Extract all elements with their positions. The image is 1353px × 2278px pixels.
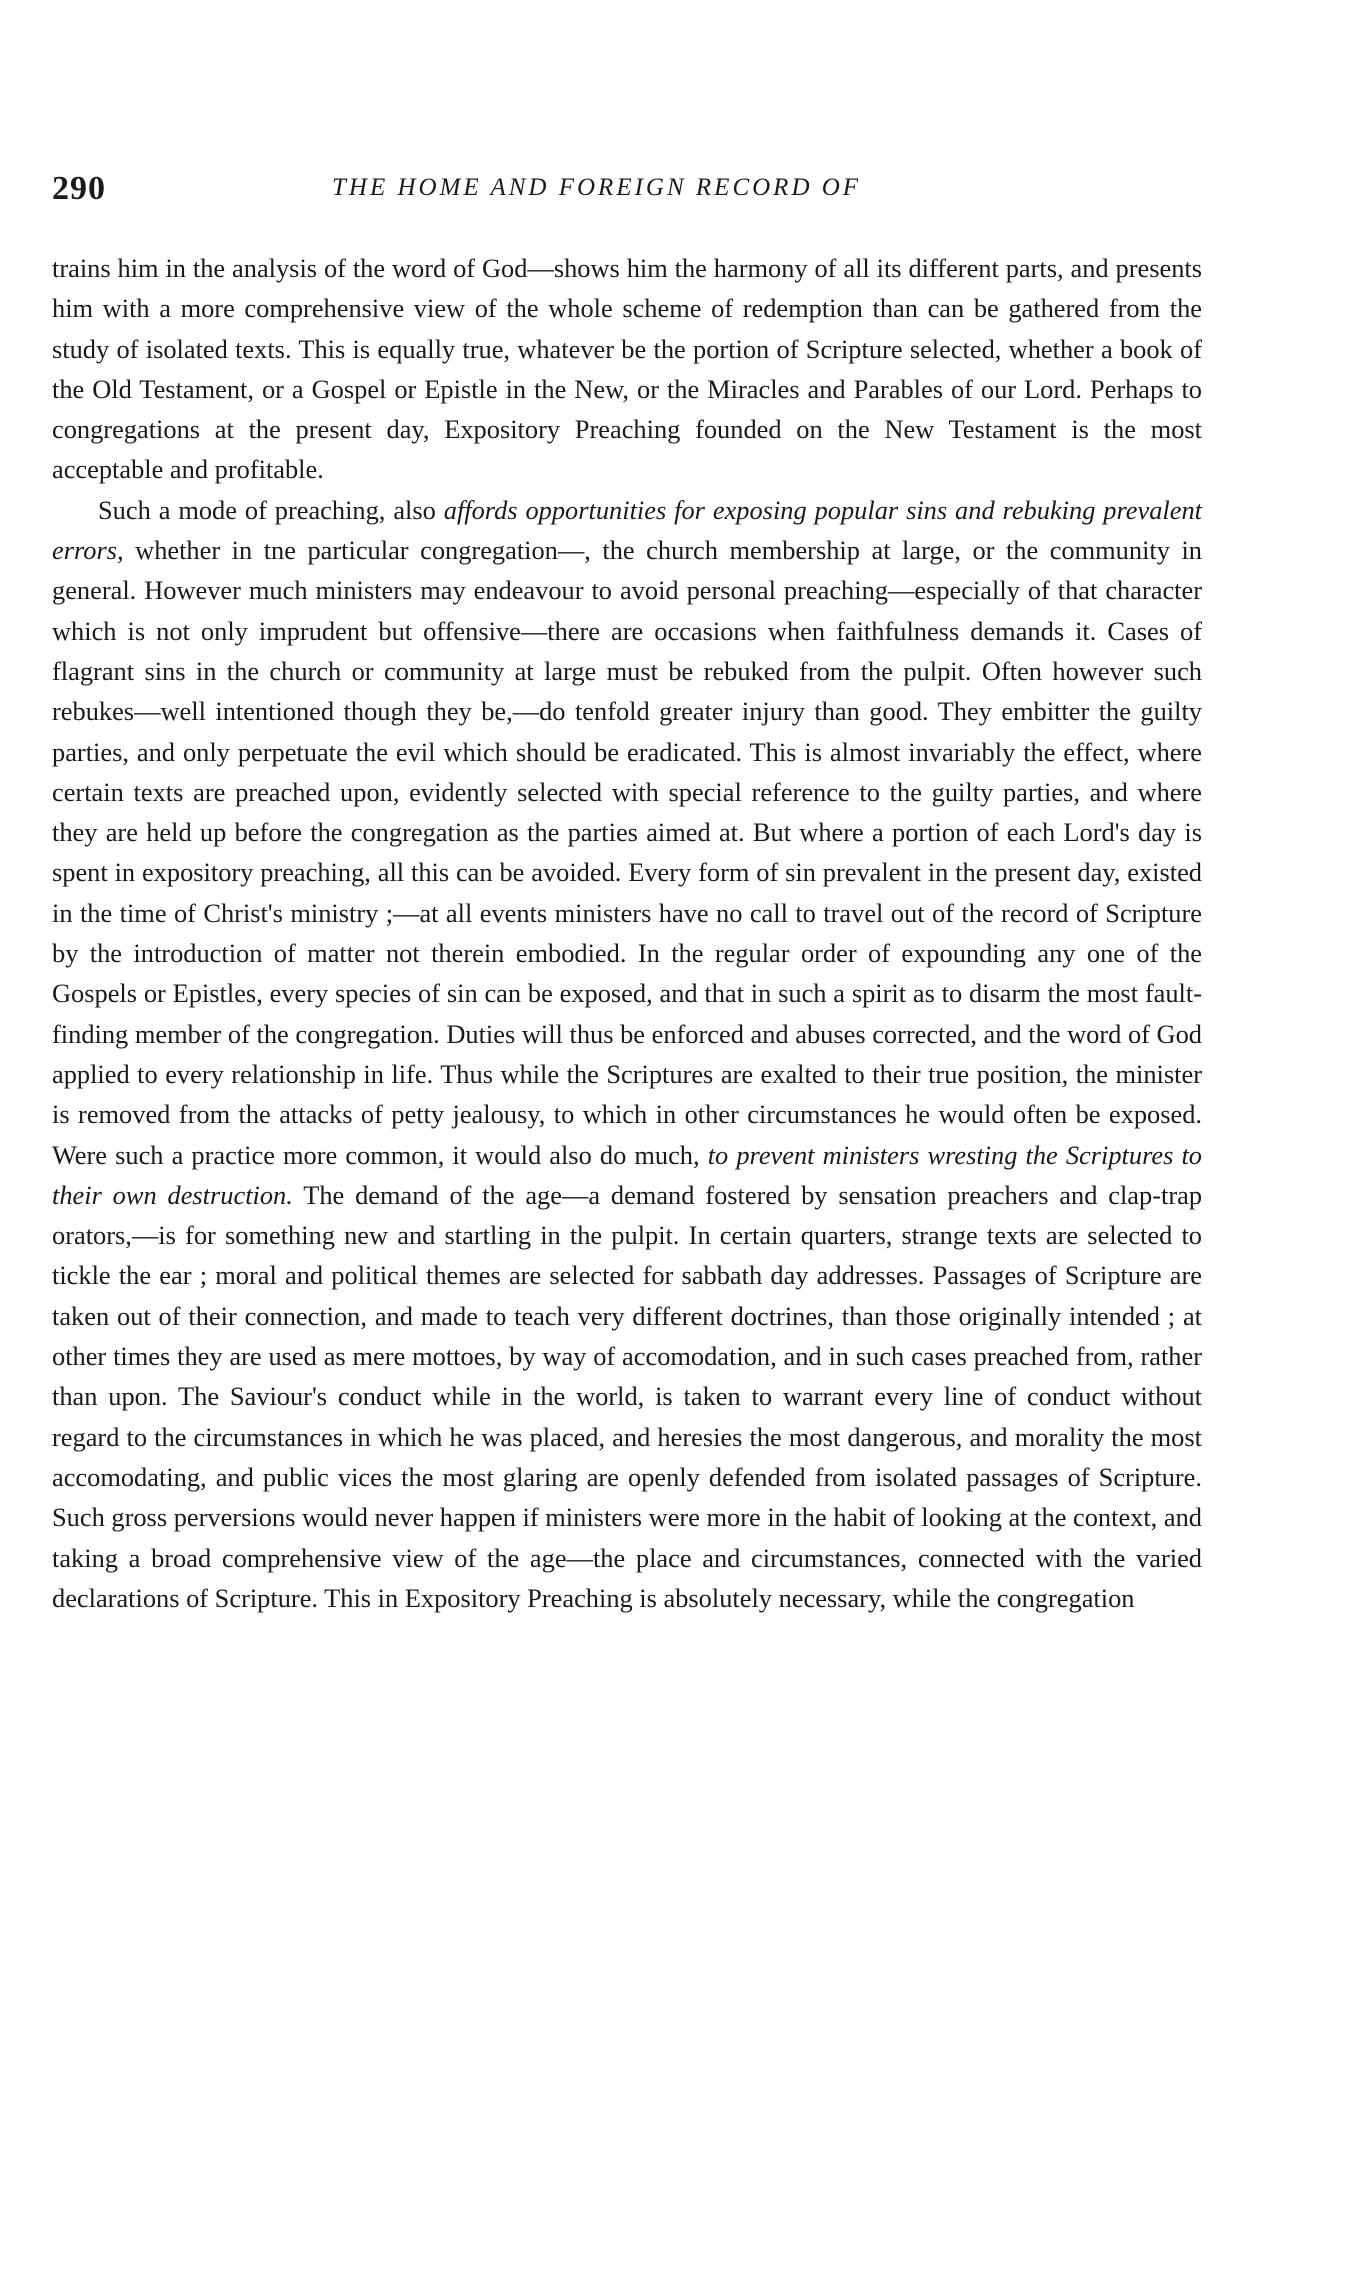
paragraph-1-text: trains him in the analysis of the word of God—shows him the harmony of all its different parts, and presents him with a more comprehensive view of the whole scheme of redemption than can be gathered from the study of isolated texts. This is equally true, whatever be the portion of Scripture selected, whether a book of the Old Testament, or a Gospel or Epistle in the New, or the Miracles and Parables of our Lord. Perhaps to congregations at the present day, Expository Preaching founded on the New Testament is the most acceptable and profitable. <box>52 253 1202 485</box>
paragraph-1 <box>52 248 1202 490</box>
running-head: THE HOME AND FOREIGN RECORD OF <box>332 174 862 201</box>
paragraph-2-emphasis-b: to prevent ministers wresting the Scriptures to their own destruction. <box>52 1139 1202 1210</box>
paragraph-2-text-b: whether in tne particular congregation—, the church membership at large, or the community in general. However much ministers may endeavour to avoid personal preaching—especially of that character which is not only imprudent but offensive—there are occasions when faithfulness demands it. Cases of flagrant sins in the church or community at large must be rebuked from the pulpit. Often however such rebukes—well intentioned though they be,—do tenfold greater injury than good. They embitter the guilty parties, and only perpetuate the evil which should be eradicated. This is almost invariably the effect, where certain texts are preached upon, evidently selected with special reference to the guilty parties, and where they are held up before the congregation as the parties aimed at. But where a portion of each Lord's day is spent in expository preaching, all this can be avoided. Every form of sin prevalent in the present day, existed in the time of Christ's ministry ;—at all events ministers have no call to travel out of the record of Scripture by the introduction of matter not therein embodied. In the regular order of expounding any one of the Gospels or Epistles, every species of sin can be exposed, and that in such a spirit as to disarm the most fault-finding member of the congregation. Duties will thus be enforced and abuses corrected, and the word of God applied to every relationship in life. Thus while the Scriptures are exalted to their true position, the minister is removed from the attacks of petty jealousy, to which in other circumstances he would often be exposed. Were such a practice more common, it would also do much, <box>52 535 1202 1170</box>
paragraph-2-emphasis-a: affords opportunities for exposing popular sins and rebuking prevalent errors, <box>52 494 1202 566</box>
paragraph-2 <box>52 490 1202 1618</box>
body-text <box>52 248 1202 1618</box>
paragraph-2-text-c: The demand of the age—a demand fostered by sensation preachers and clap-trap orators,—is for something new and startling in the pulpit. In certain quarters, strange texts are selected to tickle the ear ; moral and political themes are selected for sabbath day addresses. Passages of Scripture are taken out of their connection, and made to teach very different doctrines, than those originally intended ; at other times they are used as mere mottoes, by way of accomodation, and in such cases preached from, rather than upon. The Saviour's conduct while in the world, is taken to warrant every line of conduct without regard to the circumstances in which he was placed, and heresies the most dangerous, and morality the most accomodating, and public vices the most glaring are openly defended from isolated passages of Scripture. Such gross perversions would never happen if ministers were more in the habit of looking at the context, and taking a broad comprehensive view of the age—the place and circumstances, connected with the varied declarations of Scripture. This in Expository Preaching is absolutely necessary, while the congregation <box>52 1179 1203 1613</box>
paragraph-2-text-a: Such a mode of preaching, also <box>98 494 444 525</box>
page-header <box>52 170 1202 210</box>
page-number: 290 <box>52 170 106 207</box>
